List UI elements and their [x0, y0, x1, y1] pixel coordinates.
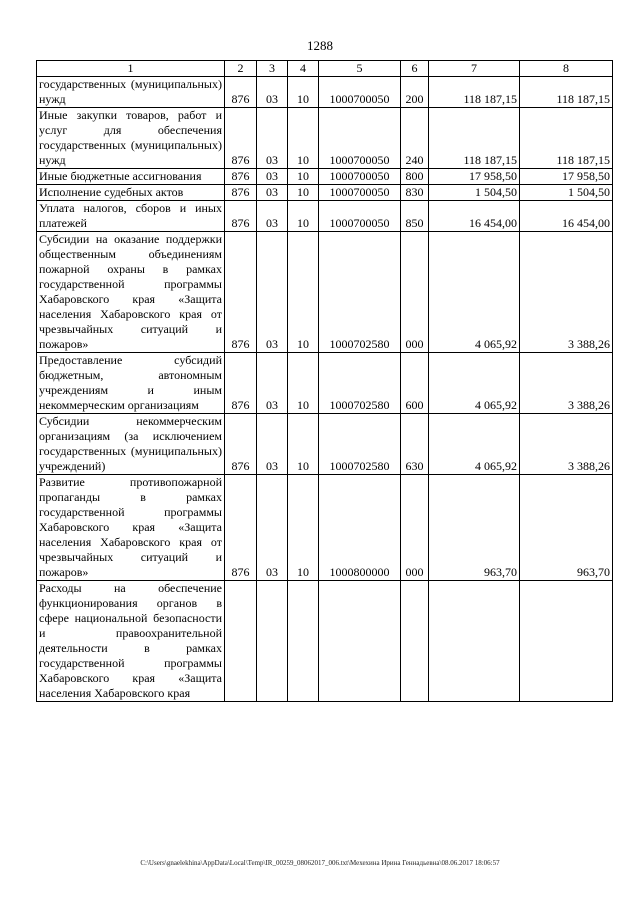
row-description: Уплата налогов, сборов и иных платежей — [37, 201, 225, 232]
row-amount-approved: 4 065,92 — [429, 353, 520, 414]
row-amount-approved: 963,70 — [429, 475, 520, 581]
table-row — [37, 475, 613, 581]
row-subsection-code: 10 — [288, 232, 319, 353]
row-target-article-code: 1000702580 — [319, 414, 401, 475]
row-description: Расходы на обеспечение функционирования органов в сфере национальной безопасности и правоохранительной деятельности в рамках государственной программы Хабаровского края «Защита населения Хабаровского края — [37, 581, 225, 702]
row-subsection-code: 10 — [288, 201, 319, 232]
row-description: Иные закупки товаров, работ и услуг для обеспечения государственных (муниципальных) нужд — [37, 108, 225, 169]
row-section-code: 03 — [257, 77, 288, 108]
row-amount-approved: 17 958,50 — [429, 169, 520, 185]
row-section-code: 03 — [257, 108, 288, 169]
row-amount-executed: 3 388,26 — [520, 232, 613, 353]
row-amount-executed: 118 187,15 — [520, 77, 613, 108]
row-section-code: 03 — [257, 414, 288, 475]
table-header-row — [37, 61, 613, 77]
row-expense-type-code: 830 — [401, 185, 429, 201]
row-ministry-code: 876 — [225, 169, 257, 185]
row-amount-executed: 3 388,26 — [520, 353, 613, 414]
row-amount-executed: 17 958,50 — [520, 169, 613, 185]
row-amount-approved: 16 454,00 — [429, 201, 520, 232]
row-target-article-code: 1000702580 — [319, 232, 401, 353]
row-amount-executed: 1 504,50 — [520, 185, 613, 201]
row-description: Субсидии на оказание поддержки общественным объединениям пожарной охраны в рамках государственной программы Хабаровского края «Защита населения Хабаровского края от чрезвычайных ситуаций и пожаров» — [37, 232, 225, 353]
table-row — [37, 169, 613, 185]
row-subsection-code: 10 — [288, 353, 319, 414]
row-ministry-code: 876 — [225, 475, 257, 581]
row-description: Исполнение судебных актов — [37, 185, 225, 201]
row-target-article-code: 1000700050 — [319, 108, 401, 169]
row-ministry-code: 876 — [225, 108, 257, 169]
table-row — [37, 232, 613, 353]
row-expense-type-code: 600 — [401, 353, 429, 414]
row-section-code: 03 — [257, 232, 288, 353]
row-expense-type-code — [401, 581, 429, 702]
row-amount-approved: 1 504,50 — [429, 185, 520, 201]
row-target-article-code: 1000700050 — [319, 77, 401, 108]
row-amount-executed — [520, 581, 613, 702]
row-section-code: 03 — [257, 169, 288, 185]
row-target-article-code: 1000700050 — [319, 169, 401, 185]
table-row — [37, 581, 613, 702]
row-amount-executed: 3 388,26 — [520, 414, 613, 475]
row-description: Предоставление субсидий бюджетным, автономным учреждениям и иным некоммерческим организациям — [37, 353, 225, 414]
table-body — [37, 77, 613, 702]
table-row — [37, 414, 613, 475]
row-ministry-code: 876 — [225, 185, 257, 201]
table-row — [37, 185, 613, 201]
column-header: 5 — [319, 61, 401, 77]
column-header: 7 — [429, 61, 520, 77]
row-subsection-code: 10 — [288, 414, 319, 475]
row-amount-executed: 16 454,00 — [520, 201, 613, 232]
row-amount-executed: 118 187,15 — [520, 108, 613, 169]
row-amount-approved: 118 187,15 — [429, 108, 520, 169]
row-amount-approved: 4 065,92 — [429, 232, 520, 353]
row-target-article-code: 1000702580 — [319, 353, 401, 414]
column-header: 4 — [288, 61, 319, 77]
row-section-code: 03 — [257, 185, 288, 201]
row-ministry-code — [225, 581, 257, 702]
column-header: 3 — [257, 61, 288, 77]
row-subsection-code — [288, 581, 319, 702]
file-path-footer: C:\Users\gnaelekhina\AppData\Local\Temp\IR_00259_08062017_006.txt\Мехехина Ирина Геннадьевна\08.06.2017 18:06:57 — [140, 859, 500, 867]
row-expense-type-code: 850 — [401, 201, 429, 232]
row-section-code: 03 — [257, 475, 288, 581]
row-section-code: 03 — [257, 353, 288, 414]
row-amount-approved — [429, 581, 520, 702]
row-ministry-code: 876 — [225, 77, 257, 108]
column-header: 8 — [520, 61, 613, 77]
table-row — [37, 108, 613, 169]
row-subsection-code: 10 — [288, 185, 319, 201]
row-target-article-code — [319, 581, 401, 702]
row-description: Развитие противопожарной пропаганды в рамках государственной программы Хабаровского края «Защита населения Хабаровского края от чрезвычайных ситуаций и пожаров» — [37, 475, 225, 581]
row-subsection-code: 10 — [288, 77, 319, 108]
row-expense-type-code: 000 — [401, 232, 429, 353]
row-amount-approved: 4 065,92 — [429, 414, 520, 475]
column-header: 6 — [401, 61, 429, 77]
column-header: 1 — [37, 61, 225, 77]
row-ministry-code: 876 — [225, 232, 257, 353]
row-subsection-code: 10 — [288, 169, 319, 185]
row-target-article-code: 1000700050 — [319, 201, 401, 232]
row-expense-type-code: 800 — [401, 169, 429, 185]
row-section-code — [257, 581, 288, 702]
row-target-article-code: 1000700050 — [319, 185, 401, 201]
row-subsection-code: 10 — [288, 475, 319, 581]
row-description: Субсидии некоммерческим организациям (за исключением государственных (муниципальных) учреждений) — [37, 414, 225, 475]
row-ministry-code: 876 — [225, 201, 257, 232]
table-row — [37, 77, 613, 108]
row-expense-type-code: 200 — [401, 77, 429, 108]
row-description: государственных (муниципальных) нужд — [37, 77, 225, 108]
row-expense-type-code: 000 — [401, 475, 429, 581]
row-subsection-code: 10 — [288, 108, 319, 169]
row-expense-type-code: 240 — [401, 108, 429, 169]
row-amount-approved: 118 187,15 — [429, 77, 520, 108]
table-row — [37, 353, 613, 414]
row-description: Иные бюджетные ассигнования — [37, 169, 225, 185]
row-ministry-code: 876 — [225, 414, 257, 475]
row-expense-type-code: 630 — [401, 414, 429, 475]
column-header: 2 — [225, 61, 257, 77]
row-target-article-code: 1000800000 — [319, 475, 401, 581]
row-amount-executed: 963,70 — [520, 475, 613, 581]
table-row — [37, 201, 613, 232]
page-number: 1288 — [307, 38, 333, 53]
row-ministry-code: 876 — [225, 353, 257, 414]
row-section-code: 03 — [257, 201, 288, 232]
budget-table — [36, 60, 613, 702]
